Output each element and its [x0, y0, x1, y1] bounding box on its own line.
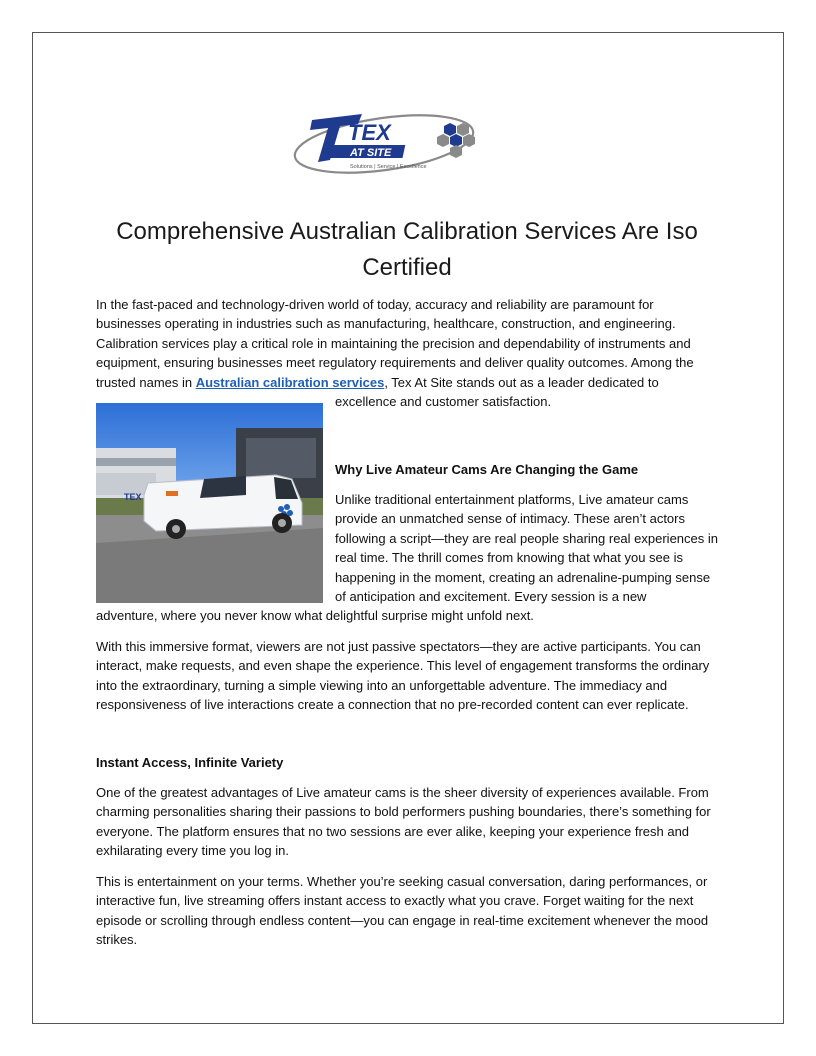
title-line-1: Comprehensive Australian Calibration Services Are Iso	[116, 218, 698, 245]
svg-text:TEX: TEX	[348, 120, 391, 145]
svg-text:AT SITE: AT SITE	[350, 147, 392, 159]
svg-text:Solutions | Service | Excellen: Solutions | Service | Excellence	[350, 164, 427, 170]
company-logo	[292, 104, 492, 176]
page-title	[96, 214, 718, 286]
section1-paragraph-tail: adventure, where you never know what delightful surprise might unfold next.	[96, 608, 534, 623]
calibration-services-link[interactable]: Australian calibration services	[195, 374, 385, 390]
section2-paragraph-2: This is entertainment on your terms. Whether you’re seeking casual conversation, daring performances, or interactive fun, live streaming offers instant access to exactly what you crave. Forget waiting for the next episode or scrolling through endless content—you can engage in real-time excitement whenever the mood strikes.	[96, 874, 709, 948]
hexagon-cluster-icon	[437, 123, 475, 158]
paragraph-engagement: With this immersive format, viewers are not just passive spectators—they are active participants. You can interact, make requests, and even shape the experience. This level of engagement transforms the ordinary into the extraordinary, turning a simple viewing into an unforgettable adventure. The immediacy and responsiveness of live interactions create a connection that no pre-recorded content can ever replicate.	[96, 639, 710, 713]
section-heading-live-cams: Why Live Amateur Cams Are Changing the Game	[335, 462, 639, 477]
section2-paragraph-1: One of the greatest advantages of Live amateur cams is the sheer diversity of experiences available. From charming personalities sharing their passions to bold performers pushing boundaries, there’s something for everyone. The platform ensures that no two sessions are ever alike, keeping your experience fresh and exhilarating every time you log in.	[96, 785, 711, 859]
title-line-2: Certified	[362, 254, 452, 281]
section-heading-instant-access: Instant Access, Infinite Variety	[96, 755, 284, 770]
van-photo	[96, 403, 323, 603]
section1-paragraph: Unlike traditional entertainment platforms, Live amateur cams provide an unmatched sense of intimacy. These aren’t actors following a script—they are real people sharing real experiences in real time. The thrill comes from knowing that what you see is happening in the moment, creating an adrenaline-pumping sense of anticipation and excitement. Every session is a new	[335, 492, 718, 605]
intro-paragraph: In the fast-paced and technology-driven world of today, accuracy and reliability are paramount for businesses operating in industries such as manufacturing, healthcare, construction, and engineering. Calibration services play a critical role in maintaining the precision and dependability of instruments and equipment, ensuring businesses meet regulatory requirements and deliver quality outcomes. Among the trusted names in Australian calibration services, Tex At Site stands out as a leader dedicated to	[96, 297, 694, 390]
intro-paragraph-wrapped: excellence and customer satisfaction.	[335, 394, 552, 409]
svg-text:TEX: TEX	[124, 492, 142, 502]
